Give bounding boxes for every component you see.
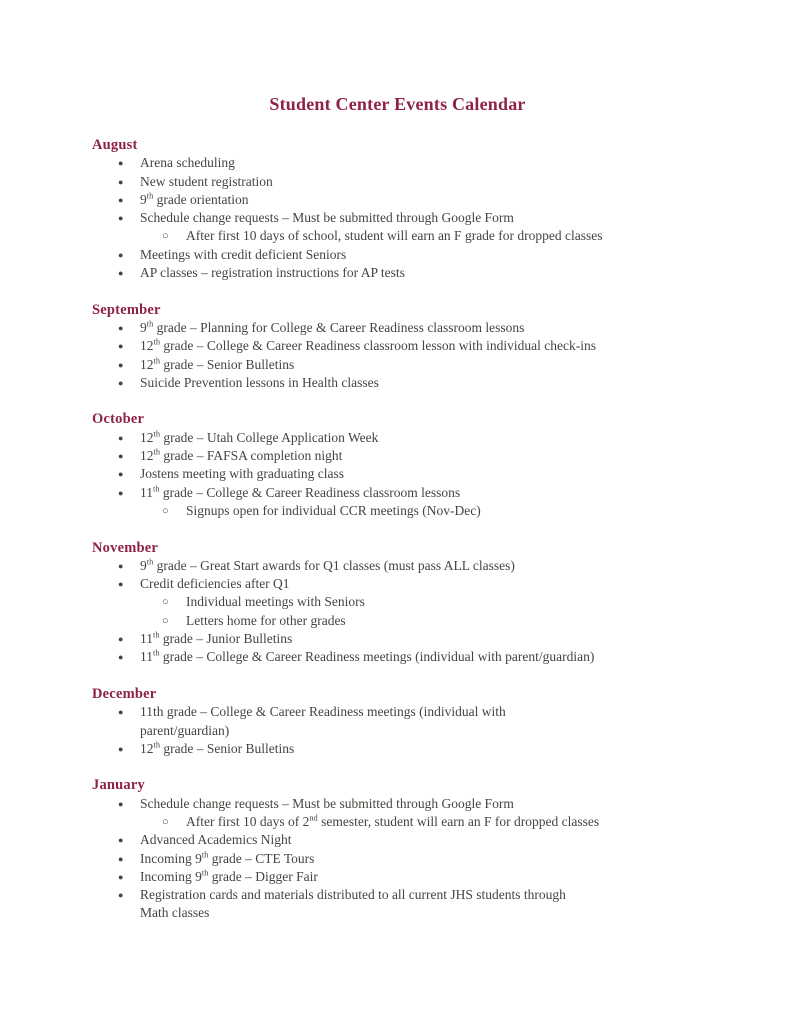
event-text: 11th grade – College & Career Readiness meetings (individual with parent/guardian) — [140, 704, 506, 738]
event-item — [92, 795, 703, 813]
filled-bullet-icon: ● — [118, 707, 124, 718]
event-text: Registration cards and materials distributed to all current JHS students through Math classes — [140, 887, 566, 921]
event-item — [92, 374, 703, 392]
event-list — [92, 319, 703, 392]
filled-bullet-icon: ● — [118, 579, 124, 590]
filled-bullet-icon: ● — [118, 213, 124, 224]
month-heading: December — [92, 685, 157, 702]
filled-bullet-icon: ● — [118, 176, 124, 187]
event-text: Schedule change requests – Must be submitted through Google Form — [140, 210, 514, 226]
event-item — [92, 356, 703, 374]
filled-bullet-icon: ● — [118, 469, 124, 480]
month-section — [92, 301, 703, 392]
event-item — [92, 154, 703, 172]
event-list — [92, 429, 703, 520]
hollow-bullet-icon: ○ — [162, 614, 169, 627]
event-item — [92, 173, 703, 191]
event-item — [92, 337, 703, 355]
event-text: 11th grade – College & Career Readiness meetings (individual with parent/guardian) — [140, 648, 595, 665]
filled-bullet-icon: ● — [118, 853, 124, 864]
event-item — [92, 703, 703, 740]
event-text: Arena scheduling — [140, 155, 235, 171]
event-list — [92, 154, 703, 282]
event-text: 12th grade – College & Career Readiness classroom lesson with individual check-ins — [140, 337, 597, 354]
event-text: Individual meetings with Seniors — [186, 594, 365, 610]
event-text: Signups open for individual CCR meetings (Nov-Dec) — [186, 502, 481, 518]
filled-bullet-icon: ● — [118, 487, 124, 498]
document-title: Student Center Events Calendar — [269, 94, 526, 114]
event-list — [92, 557, 703, 667]
event-item — [92, 264, 703, 282]
filled-bullet-icon: ● — [118, 798, 124, 809]
event-text: Meetings with credit deficient Seniors — [140, 246, 347, 262]
event-text: AP classes – registration instructions for AP tests — [140, 265, 405, 281]
month-section — [92, 539, 703, 667]
event-item — [92, 612, 703, 630]
filled-bullet-icon: ● — [118, 634, 124, 645]
event-text: Schedule change requests – Must be submitted through Google Form — [140, 795, 514, 811]
hollow-bullet-icon: ○ — [162, 815, 169, 828]
month-heading: January — [92, 777, 145, 794]
month-section — [92, 136, 703, 282]
filled-bullet-icon: ● — [118, 835, 124, 846]
event-item — [92, 813, 703, 831]
event-item — [92, 593, 703, 611]
event-item — [92, 886, 703, 923]
filled-bullet-icon: ● — [118, 743, 124, 754]
event-text: Incoming 9th grade – Digger Fair — [140, 868, 318, 884]
event-item — [92, 447, 703, 465]
event-item — [92, 868, 703, 886]
filled-bullet-icon: ● — [118, 871, 124, 882]
filled-bullet-icon: ● — [118, 322, 124, 333]
filled-bullet-icon: ● — [118, 652, 124, 663]
event-text: Advanced Academics Night — [140, 832, 292, 848]
event-text: New student registration — [140, 173, 273, 189]
filled-bullet-icon: ● — [118, 194, 124, 205]
event-text: 12th grade – Senior Bulletins — [140, 740, 295, 756]
event-item — [92, 575, 703, 593]
event-text: 9th grade – Great Start awards for Q1 classes (must pass ALL classes) — [140, 557, 515, 573]
filled-bullet-icon: ● — [118, 158, 124, 169]
hollow-bullet-icon: ○ — [162, 230, 169, 243]
event-item — [92, 209, 703, 227]
month-heading: November — [92, 539, 159, 556]
month-section — [92, 776, 703, 922]
event-text: Jostens meeting with graduating class — [140, 466, 344, 482]
event-text: 11th grade – College & Career Readiness classroom lessons — [140, 484, 461, 500]
month-heading: September — [92, 301, 161, 318]
event-item — [92, 319, 703, 337]
event-text: 12th grade – Senior Bulletins — [140, 356, 295, 372]
filled-bullet-icon: ● — [118, 890, 124, 901]
hollow-bullet-icon: ○ — [162, 504, 169, 517]
event-item — [92, 831, 703, 849]
filled-bullet-icon: ● — [118, 560, 124, 571]
event-text: 11th grade – Junior Bulletins — [140, 630, 293, 647]
event-item — [92, 429, 703, 447]
month-heading: August — [92, 137, 138, 153]
month-section — [92, 410, 703, 520]
event-item — [92, 484, 703, 502]
event-text: Suicide Prevention lessons in Health classes — [140, 374, 379, 390]
calendar-sections — [92, 136, 703, 923]
event-text: After first 10 days of 2nd semester, student will earn an F for dropped classes — [186, 813, 600, 829]
event-item — [92, 740, 703, 758]
event-item — [92, 465, 703, 483]
event-list — [92, 795, 703, 923]
event-item — [92, 850, 703, 868]
event-item — [92, 648, 703, 666]
month-section — [92, 685, 703, 758]
event-item — [92, 246, 703, 264]
event-text: Incoming 9th grade – CTE Tours — [140, 850, 315, 866]
event-item — [92, 557, 703, 575]
filled-bullet-icon: ● — [118, 432, 124, 443]
hollow-bullet-icon: ○ — [162, 596, 169, 609]
month-heading: October — [92, 411, 145, 428]
event-text: After first 10 days of school, student will earn an F grade for dropped classes — [186, 228, 603, 244]
event-list — [92, 703, 703, 758]
event-text: Letters home for other grades — [186, 612, 346, 628]
filled-bullet-icon: ● — [118, 249, 124, 260]
event-text: Credit deficiencies after Q1 — [140, 576, 290, 592]
filled-bullet-icon: ● — [118, 341, 124, 352]
event-item — [92, 502, 703, 520]
filled-bullet-icon: ● — [118, 268, 124, 279]
event-text: 12th grade – Utah College Application Week — [140, 429, 379, 445]
event-item — [92, 191, 703, 209]
filled-bullet-icon: ● — [118, 451, 124, 462]
event-item — [92, 227, 703, 245]
event-text: 12th grade – FAFSA completion night — [140, 447, 343, 464]
event-text: 9th grade orientation — [140, 191, 249, 207]
filled-bullet-icon: ● — [118, 377, 124, 388]
filled-bullet-icon: ● — [118, 359, 124, 370]
event-item — [92, 630, 703, 648]
event-text: 9th grade – Planning for College & Career Readiness classroom lessons — [140, 319, 525, 335]
